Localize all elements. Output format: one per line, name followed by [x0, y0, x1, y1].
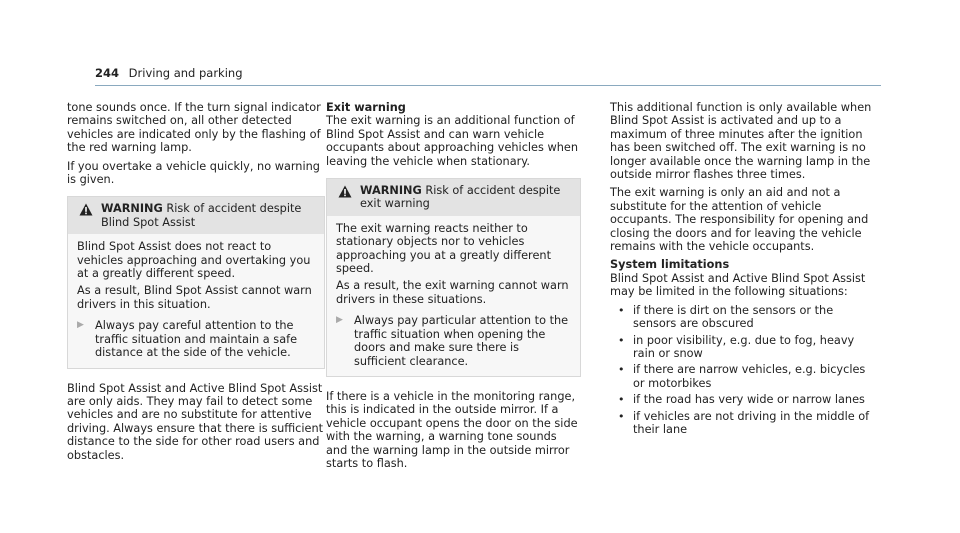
page-header: [95, 66, 243, 80]
bullet-icon: •: [618, 303, 625, 317]
warning-body: [68, 234, 324, 367]
bullet-icon: •: [618, 333, 625, 347]
action-arrow-icon: ▶: [336, 315, 343, 326]
warning-label: WARNING: [101, 202, 163, 216]
action-item: [77, 319, 316, 359]
warning-title: Risk of accident despite exit warning: [360, 184, 561, 211]
warning-triangle-icon: [79, 203, 93, 216]
warning-box: [67, 196, 325, 368]
warning-text: As a result, the exit warning cannot warn drivers in these situations.: [336, 279, 569, 306]
list-item: • in poor visibility, e.g. due to fog, heavy rain or snow: [610, 334, 872, 361]
paragraph: If there is a vehicle in the monitoring range, this is indicated in the outside mirror. If a vehicle occupant opens the door on the side with the warning, a warning tone sounds and the warning lamp in the outside mirror starts to flash.: [326, 389, 578, 470]
bullet-icon: •: [618, 409, 625, 423]
page-number: 244: [95, 66, 120, 80]
limitations-list: [610, 304, 872, 437]
warning-text: Blind Spot Assist does not react to vehicles approaching and overtaking you at a greatly different speed.: [77, 240, 311, 281]
column-right: [610, 101, 872, 439]
warning-header: [68, 197, 324, 234]
paragraph: If you overtake a vehicle quickly, no warning is given.: [67, 159, 320, 187]
warning-box: [326, 178, 581, 377]
paragraph: This additional function is only available when Blind Spot Assist is activated and up to a maximum of three minutes after the ignition has been switched off. The exit warning is no longer available once the warning lamp in the outside mirror flashes three times.: [610, 101, 872, 182]
action-item: [336, 314, 572, 368]
list-item: • if vehicles are not driving in the middle of their lane: [610, 410, 872, 437]
column-middle: [326, 101, 581, 475]
warning-header: [327, 179, 580, 216]
action-text: Always pay particular attention to the traffic situation when opening the doors and make sure there is sufficient clearance.: [354, 314, 569, 368]
paragraph: tone sounds once. If the turn signal indicator remains switched on, all other detected vehicles are indicated only by the flashing of the red warning lamp.: [67, 101, 321, 155]
action-arrow-icon: ▶: [77, 320, 84, 331]
section-title: Driving and parking: [128, 66, 243, 80]
action-text: Always pay careful attention to the traffic situation and maintain a safe distance at the side of the vehicle.: [95, 319, 298, 360]
list-item: • if the road has very wide or narrow lanes: [610, 393, 872, 406]
warning-triangle-icon: [338, 185, 352, 198]
list-item: • if there are narrow vehicles, e.g. bicycles or motorbikes: [610, 363, 872, 390]
header-rule: [95, 85, 881, 86]
paragraph: The exit warning is an additional function of Blind Spot Assist and can warn vehicle occupants about approaching vehicles when leaving the vehicle when stationary.: [326, 114, 578, 168]
paragraph: The exit warning is only an aid and not a substitute for the attention of vehicle occupants. The responsibility for opening and closing the doors and for leaving the vehicle remains with the vehicle occupants.: [610, 186, 869, 254]
bullet-icon: •: [618, 393, 625, 407]
list-item: • if there is dirt on the sensors or the sensors are obscured: [610, 304, 872, 331]
bullet-icon: •: [618, 363, 625, 377]
warning-text: As a result, Blind Spot Assist cannot warn drivers in this situation.: [77, 284, 312, 311]
section-heading: Exit warning: [326, 101, 406, 114]
warning-text: The exit warning reacts neither to stationary objects nor to vehicles approaching you at a greatly different speed.: [336, 221, 551, 276]
warning-title: Risk of accident despite Blind Spot Assist: [101, 202, 302, 229]
warning-body: [327, 216, 580, 376]
warning-label: WARNING: [360, 184, 422, 198]
paragraph: Blind Spot Assist and Active Blind Spot Assist may be limited in the following situations:: [610, 271, 866, 299]
paragraph: Blind Spot Assist and Active Blind Spot Assist are only aids. They may fail to detect some vehicles and are no substitute for attentive driving. Always ensure that there is sufficient distance to the side for other road users and obstacles.: [67, 381, 324, 462]
section-heading: System limitations: [610, 258, 730, 272]
column-left: [67, 101, 325, 467]
